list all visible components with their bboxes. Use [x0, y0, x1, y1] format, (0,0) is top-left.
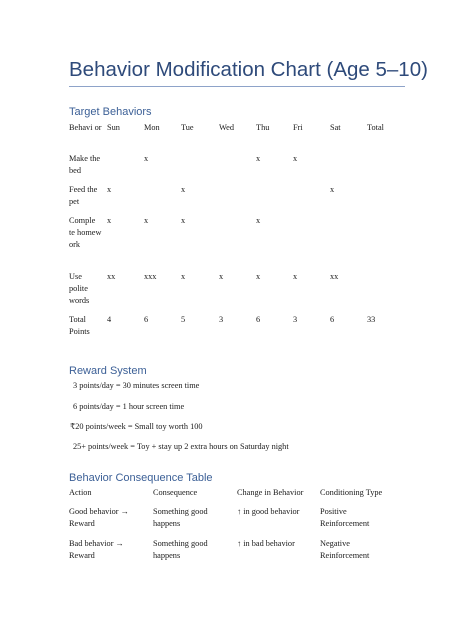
cell-mon: xxx — [144, 272, 157, 281]
col-header-sat: Sat — [330, 123, 341, 132]
list-item: 6 points/day = 1 hour screen time — [73, 402, 185, 411]
col-header-total: Total — [367, 123, 384, 132]
cell-thu: 6 — [256, 315, 261, 324]
col-header-behavior: Behavi or — [69, 123, 102, 132]
cell-thu: x — [256, 154, 261, 163]
cell-conditioning: Positive Reinforcement — [320, 507, 370, 528]
cell-tue: x — [181, 216, 186, 225]
cell-total: 33 — [367, 315, 376, 324]
cell-mon: x — [144, 216, 149, 225]
cell-mon: x — [144, 154, 149, 163]
col-header-change: Change in Behavior — [237, 488, 304, 497]
cell-mon: 6 — [144, 315, 149, 324]
target-behaviors-heading: Target Behaviors — [69, 106, 152, 118]
cell-fri: x — [293, 154, 298, 163]
cell-action: Bad behavior → Reward — [69, 539, 124, 560]
behavior-name: Feed the pet — [69, 185, 98, 206]
col-header-consequence: Consequence — [153, 488, 198, 497]
list-item: 25+ points/week = Toy + stay up 2 extra hours on Saturday night — [73, 442, 289, 451]
list-item: 3 points/day = 30 minutes screen time — [73, 381, 200, 390]
cell-sat: x — [330, 185, 335, 194]
cell-sun: x — [107, 216, 112, 225]
cell-change: ↑ in bad behavior — [237, 539, 295, 548]
col-header-fri: Fri — [293, 123, 303, 132]
behavior-name: Comple te homew ork — [69, 216, 102, 249]
cell-conditioning: Negative Reinforcement — [320, 539, 370, 560]
cell-wed: 3 — [219, 315, 224, 324]
behavior-name: Total Points — [69, 315, 90, 336]
col-header-tue: Tue — [181, 123, 194, 132]
col-header-wed: Wed — [219, 123, 234, 132]
cell-sun: x — [107, 185, 112, 194]
cell-tue: x — [181, 185, 186, 194]
col-header-conditioning: Conditioning Type — [320, 488, 383, 497]
cell-sat: 6 — [330, 315, 335, 324]
cell-wed: x — [219, 272, 224, 281]
col-header-action: Action — [69, 488, 92, 497]
col-header-thu: Thu — [256, 123, 270, 132]
page-title: Behavior Modification Chart (Age 5–10) — [69, 58, 428, 81]
title-underline — [69, 86, 405, 87]
cell-fri: 3 — [293, 315, 298, 324]
list-item: ₹20 points/week = Small toy worth 100 — [70, 422, 203, 431]
col-header-mon: Mon — [144, 123, 160, 132]
cell-consequence: Something good happens — [153, 507, 208, 528]
reward-system-heading: Reward System — [69, 365, 147, 377]
cell-action: Good behavior → Reward — [69, 507, 129, 528]
cell-consequence: Something good happens — [153, 539, 208, 560]
cell-sun: xx — [107, 272, 116, 281]
cell-sat: xx — [330, 272, 339, 281]
cell-tue: 5 — [181, 315, 186, 324]
cell-sun: 4 — [107, 315, 112, 324]
behavior-name: Make the bed — [69, 154, 101, 175]
cell-thu: x — [256, 272, 261, 281]
cell-tue: x — [181, 272, 186, 281]
cell-change: ↑ in good behavior — [237, 507, 300, 516]
consequence-table-heading: Behavior Consequence Table — [69, 472, 213, 484]
col-header-sun: Sun — [107, 123, 120, 132]
cell-thu: x — [256, 216, 261, 225]
behavior-name: Use polite words — [69, 272, 90, 305]
cell-fri: x — [293, 272, 298, 281]
